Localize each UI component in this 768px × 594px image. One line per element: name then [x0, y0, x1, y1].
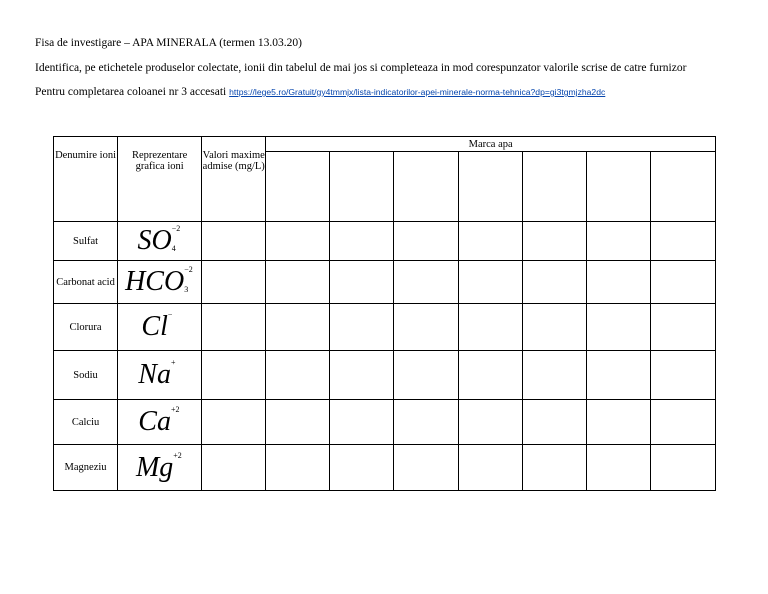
value-cell[interactable]: [266, 261, 330, 304]
value-cell[interactable]: [586, 222, 650, 261]
value-cell[interactable]: [458, 304, 522, 351]
brand-cell[interactable]: [522, 152, 586, 222]
value-cell[interactable]: [586, 400, 650, 445]
table-row: [54, 304, 716, 351]
brand-cell[interactable]: [394, 152, 458, 222]
value-cell[interactable]: [522, 400, 586, 445]
ion-charge: −2: [184, 265, 193, 274]
ion-base: SO: [137, 225, 172, 256]
brand-cell[interactable]: [650, 152, 715, 222]
brand-cell[interactable]: [330, 152, 394, 222]
value-cell[interactable]: [458, 261, 522, 304]
ion-charge: +2: [173, 450, 182, 460]
value-cell[interactable]: [202, 400, 266, 445]
ion-formula: [118, 445, 202, 491]
value-cell[interactable]: [266, 400, 330, 445]
ion-base: Na: [138, 359, 171, 390]
value-cell[interactable]: [458, 222, 522, 261]
ion-table: [53, 136, 716, 491]
table-row: [54, 261, 716, 304]
value-cell[interactable]: [202, 445, 266, 491]
value-cell[interactable]: [522, 304, 586, 351]
header-brand: Marca apa: [266, 137, 716, 152]
value-cell[interactable]: [394, 261, 458, 304]
value-cell[interactable]: [586, 261, 650, 304]
value-cell[interactable]: [650, 445, 715, 491]
value-cell[interactable]: [650, 400, 715, 445]
ion-charge: +2: [170, 405, 180, 414]
ion-formula: [118, 222, 202, 261]
column-note-text: Pentru completarea coloanei nr 3 accesati: [35, 86, 227, 98]
header-ion-name: Denumire ioni: [54, 137, 118, 222]
instructions-text: Identifica, pe etichetele produselor colectate, ionii din tabelul de mai jos si completeaza in mod corespunzator valorile scrise de catre furnizor: [35, 62, 687, 74]
ion-subscript: 3: [184, 285, 189, 294]
ion-name: Carbonat acid: [54, 261, 118, 304]
value-cell[interactable]: [586, 351, 650, 400]
value-cell[interactable]: [394, 351, 458, 400]
ion-name: Sulfat: [54, 222, 118, 261]
value-cell[interactable]: [266, 304, 330, 351]
brand-cell[interactable]: [586, 152, 650, 222]
value-cell[interactable]: [458, 445, 522, 491]
brand-cell[interactable]: [458, 152, 522, 222]
ion-name: Magneziu: [54, 445, 118, 491]
value-cell[interactable]: [266, 351, 330, 400]
value-cell[interactable]: [202, 351, 266, 400]
header-ion-graphic: Reprezentare grafica ioni: [118, 137, 202, 222]
ion-base: Mg: [135, 451, 174, 483]
table-row: [54, 400, 716, 445]
ion-name: Sodiu: [54, 351, 118, 400]
value-cell[interactable]: [330, 304, 394, 351]
table-row: [54, 351, 716, 400]
ion-formula: [118, 304, 202, 351]
value-cell[interactable]: [522, 351, 586, 400]
value-cell[interactable]: [202, 222, 266, 261]
ion-formula: [118, 261, 202, 304]
value-cell[interactable]: [394, 400, 458, 445]
value-cell[interactable]: [330, 400, 394, 445]
value-cell[interactable]: [202, 261, 266, 304]
value-cell[interactable]: [458, 400, 522, 445]
value-cell[interactable]: [202, 304, 266, 351]
value-cell[interactable]: [330, 445, 394, 491]
value-cell[interactable]: [650, 261, 715, 304]
ion-charge: +: [170, 358, 176, 367]
value-cell[interactable]: [394, 445, 458, 491]
table-row: [54, 445, 716, 491]
column-note: [35, 86, 605, 98]
value-cell[interactable]: [266, 445, 330, 491]
value-cell[interactable]: [650, 351, 715, 400]
ion-name: Calciu: [54, 400, 118, 445]
ion-base: Ca: [138, 406, 171, 437]
ion-subscript: 4: [171, 244, 176, 253]
value-cell[interactable]: [330, 261, 394, 304]
ion-base: Cl: [141, 311, 168, 342]
value-cell[interactable]: [266, 222, 330, 261]
value-cell[interactable]: [586, 304, 650, 351]
ion-charge: −2: [171, 224, 181, 233]
value-cell[interactable]: [394, 304, 458, 351]
value-cell[interactable]: [522, 222, 586, 261]
ion-name: Clorura: [54, 304, 118, 351]
ion-formula: [118, 351, 202, 400]
value-cell[interactable]: [330, 351, 394, 400]
value-cell[interactable]: [458, 351, 522, 400]
value-cell[interactable]: [650, 222, 715, 261]
ion-formula: [118, 400, 202, 445]
value-cell[interactable]: [522, 445, 586, 491]
value-cell[interactable]: [522, 261, 586, 304]
reference-link[interactable]: https://lege5.ro/Gratuit/gy4tmmjx/lista-indicatorilor-apei-minerale-norma-tehnica?dp=gi3tgmjzha2dc: [229, 87, 606, 97]
value-cell[interactable]: [586, 445, 650, 491]
table-row: [54, 222, 716, 261]
header-max-values: Valori maxime admise (mg/L): [202, 137, 266, 222]
worksheet-title: Fisa de investigare – APA MINERALA (termen 13.03.20): [35, 37, 302, 49]
value-cell[interactable]: [650, 304, 715, 351]
brand-cell[interactable]: [266, 152, 330, 222]
value-cell[interactable]: [330, 222, 394, 261]
ion-base: HCO: [125, 266, 185, 297]
value-cell[interactable]: [394, 222, 458, 261]
ion-charge: −: [167, 310, 173, 319]
